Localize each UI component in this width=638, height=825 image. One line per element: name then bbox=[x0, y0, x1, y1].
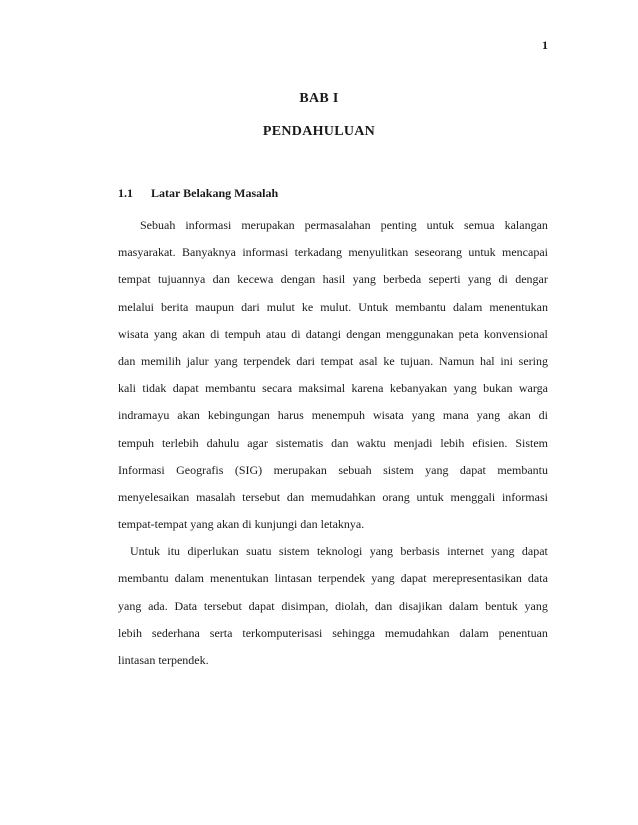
text-line: yang ada. Data tersebut dapat disimpan, diolah, dan disajikan dalam bentuk yang bbox=[118, 598, 548, 613]
chapter-title: PENDAHULUAN bbox=[262, 124, 376, 139]
text-line: melalui berita maupun dari mulut ke mulut. Untuk membantu dalam menentukan bbox=[118, 299, 548, 314]
chapter-number: BAB I bbox=[299, 91, 339, 106]
paragraph bbox=[118, 542, 548, 678]
body-text bbox=[118, 216, 548, 678]
text-line: Informasi Geografis (SIG) merupakan sebuah sistem yang dapat membantu bbox=[118, 462, 548, 477]
text-line: membantu dalam menentukan lintasan terpendek yang dapat merepresentasikan data bbox=[118, 571, 548, 586]
paragraph bbox=[118, 216, 548, 542]
text-line: Sebuah informasi merupakan permasalahan penting untuk semua kalangan bbox=[140, 218, 548, 232]
section-number: 1.1 bbox=[118, 186, 133, 200]
text-line: indramayu akan kebingungan harus menempuh wisata yang mana yang akan di bbox=[118, 408, 548, 423]
text-line: kali tidak dapat membantu secara maksimal karena kebanyakan yang bukan warga bbox=[118, 381, 548, 396]
text-line: dan memilih jalur yang terpendek dari tempat asal ke tujuan. Namun hal ini sering bbox=[118, 353, 548, 368]
text-line: lintasan terpendek. bbox=[118, 653, 209, 667]
text-line: lebih sederhana serta terkomputerisasi sehingga memudahkan dalam penentuan bbox=[118, 625, 548, 640]
page-number: 1 bbox=[542, 38, 548, 52]
section-heading bbox=[118, 186, 278, 201]
text-line: tempat tujuannya dan kecewa dengan hasil yang berbeda seperti yang di dengar bbox=[118, 272, 548, 287]
text-line: Untuk itu diperlukan suatu sistem teknologi yang berbasis internet yang dapat bbox=[130, 544, 548, 559]
text-line: wisata yang akan di tempuh atau di datangi dengan menggunakan peta konvensional bbox=[118, 326, 548, 341]
text-line: tempuh terlebih dahulu agar sistematis dan waktu menjadi lebih efisien. Sistem bbox=[118, 435, 548, 450]
text-line: masyarakat. Banyaknya informasi terkadang menyulitkan seseorang untuk mencapai bbox=[118, 245, 548, 260]
section-title: Latar Belakang Masalah bbox=[151, 186, 279, 200]
text-line: menyelesaikan masalah tersebut dan memudahkan orang untuk menggali informasi bbox=[118, 489, 548, 504]
text-line: tempat-tempat yang akan di kunjungi dan letaknya. bbox=[118, 517, 365, 532]
